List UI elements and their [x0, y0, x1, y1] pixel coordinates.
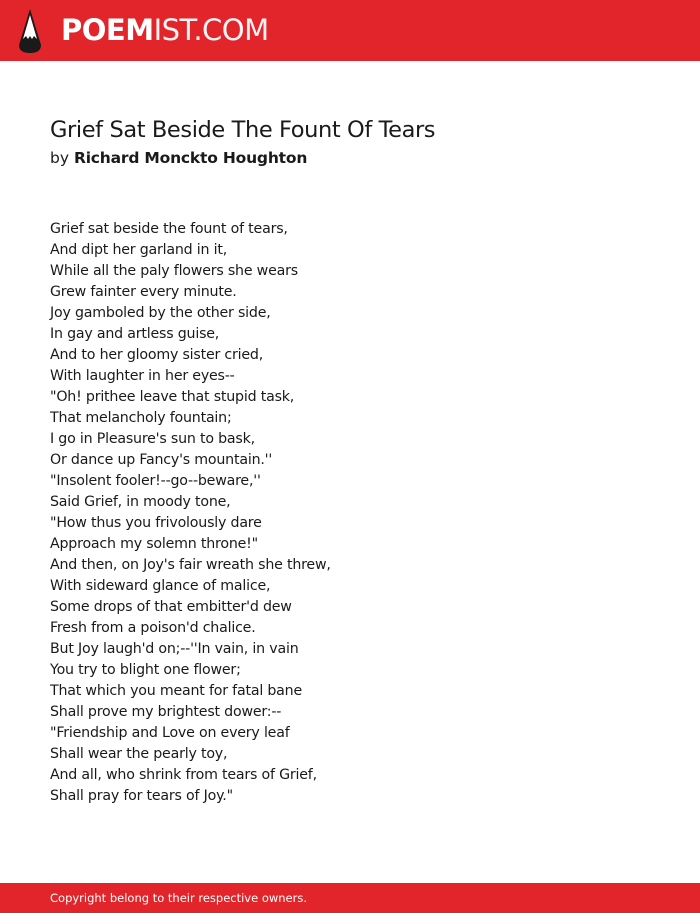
poem-line: Approach my solemn throne!": [50, 536, 258, 552]
poem-line: Joy gamboled by the other side,: [50, 305, 271, 321]
site-footer: [0, 883, 700, 913]
poem-line: Shall prove my brightest dower:--: [50, 704, 282, 720]
poem-line: "How thus you frivolously dare: [50, 515, 262, 531]
poem-line: And all, who shrink from tears of Grief,: [50, 767, 317, 783]
poem-line: In gay and artless guise,: [50, 326, 220, 342]
pen-nib-icon[interactable]: [17, 9, 43, 53]
poem-line: And dipt her garland in it,: [50, 242, 228, 258]
poem-line: With laughter in her eyes--: [50, 368, 235, 384]
poem-line: I go in Pleasure's sun to bask,: [50, 431, 255, 447]
poem-line: And to her gloomy sister cried,: [50, 347, 264, 363]
poem-line: But Joy laugh'd on;--''In vain, in vain: [50, 641, 299, 657]
site-header: [0, 0, 700, 61]
poem-line: Fresh from a poison'd chalice.: [50, 620, 256, 636]
poem-title: Grief Sat Beside The Fount Of Tears: [50, 117, 436, 143]
poem-line: That which you meant for fatal bane: [50, 683, 302, 699]
brand-logo-text[interactable]: [61, 12, 269, 48]
poem-line: "Oh! prithee leave that stupid task,: [50, 389, 295, 405]
poem-line: You try to blight one flower;: [50, 662, 241, 678]
poem-line: That melancholy fountain;: [50, 410, 232, 426]
poem-body: [50, 219, 670, 807]
poem-line: With sideward glance of malice,: [50, 578, 271, 594]
by-label: by: [50, 149, 70, 167]
poem-line: Or dance up Fancy's mountain.'': [50, 452, 273, 468]
author-name: Richard Monckto Houghton: [73, 149, 308, 167]
byline: [50, 149, 307, 167]
poem-line: Some drops of that embitter'd dew: [50, 599, 292, 615]
poem-line: Shall wear the pearly toy,: [50, 746, 228, 762]
poem-line: While all the paly flowers she wears: [50, 263, 298, 279]
poem-line: Said Grief, in moody tone,: [50, 494, 231, 510]
poem-line: Grief sat beside the fount of tears,: [50, 221, 288, 237]
poem-line: Grew fainter every minute.: [50, 284, 237, 300]
copyright-text: Copyright belong to their respective owners.: [50, 891, 308, 905]
poem-line: "Friendship and Love on every leaf: [50, 725, 290, 741]
poem-line: And then, on Joy's fair wreath she threw,: [50, 557, 331, 573]
poem-line: Shall pray for tears of Joy.": [50, 788, 233, 804]
poem-line: "Insolent fooler!--go--beware,'': [50, 473, 261, 489]
brand-light: IST.COM: [153, 13, 269, 47]
brand-bold: POEM: [61, 13, 154, 47]
